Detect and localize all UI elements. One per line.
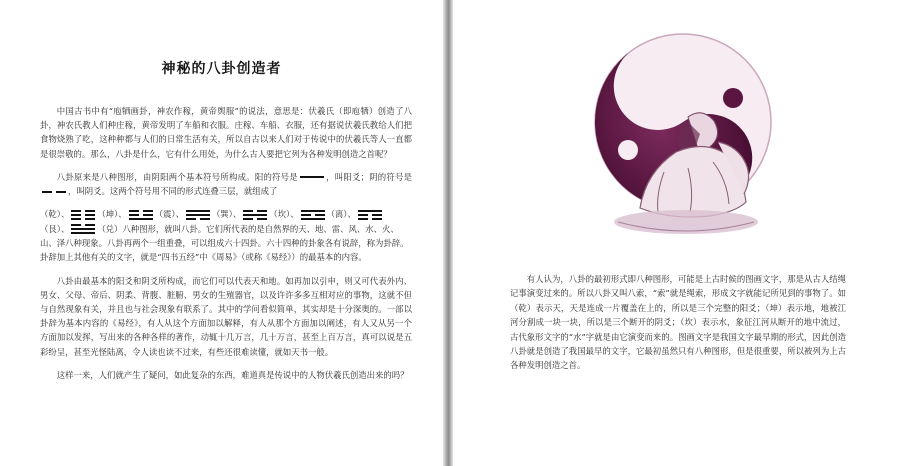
right-page (453, 0, 897, 466)
trigram-xun-icon (186, 208, 210, 222)
yang-yao-symbol (300, 176, 324, 178)
separator: 、 (60, 209, 70, 220)
trigram-kun-icon (71, 208, 95, 222)
separator: 、 (175, 209, 184, 220)
trigram-name: （兑） (97, 223, 123, 234)
p2-part-a: 八卦原来是八种图形，由阴阳两个基本符号所构成。阳的符号是 (56, 171, 298, 182)
trigram-li-icon (301, 208, 325, 222)
trigram-name: （离） (326, 209, 348, 220)
trigram-zhen-icon (129, 208, 153, 222)
separator: 、 (232, 209, 242, 220)
book-spine-divider (443, 0, 453, 466)
paragraph-2 (40, 170, 412, 198)
trigram-name: （巽） (211, 209, 233, 220)
trigram-dui-icon (71, 222, 95, 236)
trigram-name: （坤） (97, 209, 119, 220)
separator: 、 (60, 223, 70, 234)
trigram-name: （乾） (40, 209, 61, 220)
trigram-gen-icon (358, 208, 382, 222)
separator: 、 (347, 209, 356, 220)
trigram-name: （震） (154, 209, 176, 220)
separator: 、 (290, 209, 299, 220)
paragraph-4: 这样一来，人们就产生了疑问，如此复杂的东西，难道真是传说中的人物伏羲氏创造出来的吗？ (56, 369, 409, 380)
paragraph-1: 中国古书中有“庖牺画卦，神农作稼，黄帝舆服”的说法，意思是：伏羲氏（即庖牺）创造了八卦，神农氏教人们种庄稼，黄帝发明了车船和衣服。庄稼、车船、衣服，还有据说伏羲氏教给人们把食物烧熟了吃，这种种都与人们的日常生活有关，所以自古以来人们对于传说中的伏羲氏等人一直都是很崇敬的。那么，八卦是什么，它有什么用处，为什么古人要把它列为各种发明创造之首呢？ (40, 106, 412, 159)
trigram-kan-icon (243, 208, 267, 222)
separator: 、 (118, 209, 127, 220)
left-page (0, 0, 443, 466)
p2-part-d: 八种图形，就叫八卦。它们所代表的是自然界的天、地、雷、风、水、火、山、泽八种现象。八卦再两个一组重叠，可以组成六十四卦。六十四种的卦象各有说辞，称为卦辞。卦辞加上其他有关的文字，就是“四书五经”中《周易》（或称《易经》）的最基本的内容。 (40, 223, 409, 263)
paragraph-3: 八卦由最基本的阳爻和阴爻所构成，而它们可以代表天和地。如再加以引申，则又可代表外内、男女、父母、帝后、阴柔、背腹、脏腑、男女的生殖器官，以及许许多多互相对应的事物，这就不但与自然现象有关，并且也与社会现象有联系了。其中的学问看似简单，其实却是十分深奥的。一部以卦辞为基本内容的《易经》，有人从这个方面加以解释，有人从那个方面加以阐述，有人又从另一个方面加以发挥，写出来的各种各样的著作，动辄十几万言，几十万言，甚至上百万言，真可以说是五彩纷呈，甚至光怪陆离，令人读也读不过来，有些还很难读懂，就如天书一般。 (40, 275, 412, 357)
left-body-text (40, 104, 412, 391)
right-body-text (510, 272, 846, 373)
taiji-fuxi-illustration-icon (568, 22, 798, 252)
paragraph-right-1: 有人认为，八卦的最初形式即八种图形，可能是上古时候的图画文字，那是从古人结绳记事演变过来的。所以八卦又叫八索，“索”就是绳索，形成文字就能记所见到的事物了。如（乾）表示天，天是连成一片覆盖在上的，所以是三个完整的阳爻；（坤）表示地，地被江河分割成一块一块，所以是三个断开的阴爻；（坎）表示水，象征江河从断开的地中流过，古代象形文字的“水”字就是由它演变而来的。图画文字是我国文字最早期的形式，因此创造八卦就是创造了我国最早的文字，它最初虽然只有八种图形，但是很重要，所以被列为上古各种发明创造之首。 (510, 274, 846, 371)
page-title: 神秘的八卦创造者 (161, 61, 282, 77)
p2-part-b: ，叫阳爻；阴的符号是 (325, 171, 413, 182)
p2-part-c: ，叫阴爻。这两个符号用不同的形式连叠三层，就组成了 (68, 186, 278, 197)
yin-yao-symbol (42, 191, 66, 193)
trigram-name: （坎） (269, 209, 291, 220)
trigram-name: （艮） (40, 223, 61, 234)
